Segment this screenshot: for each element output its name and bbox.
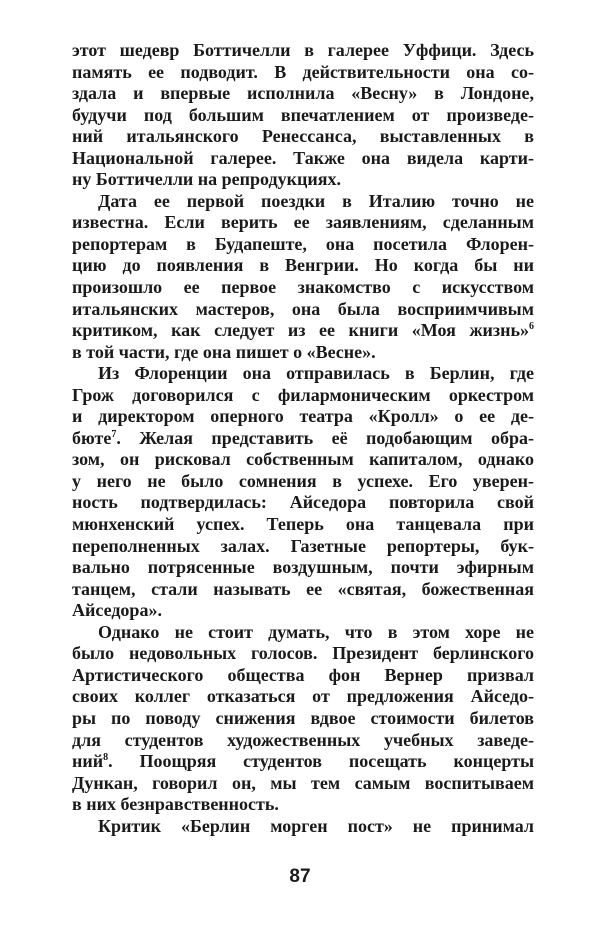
text-line	[72, 794, 534, 816]
text-line-content: танцем, стали называть ее «святая, божественная	[72, 578, 534, 599]
text-line-content: Грож договорился с филармоническим оркестром	[72, 384, 534, 405]
text-line-content: здала и впервые исполнила «Весну» в Лондоне,	[72, 83, 534, 104]
text-line-content: мюнхенский успех. Теперь она танцевала при	[72, 514, 534, 535]
text-line-content: было недовольных голосов. Президент берлинского	[72, 643, 534, 664]
text-line-content: ний	[72, 751, 104, 772]
text-line-content: известна. Если верить ее заявлениям, сделанным	[72, 212, 534, 233]
text-line-content: итальянских мастеров, она была восприимчивым	[72, 298, 534, 319]
text-line-content: бюте	[72, 427, 112, 448]
text-line	[72, 730, 534, 752]
text-line	[72, 536, 534, 558]
text-line-content: Национальной галерее. Также она видела карти-	[72, 147, 534, 168]
text-line	[72, 191, 534, 213]
text-line-content: переполненных залах. Газетные репортеры, бук-	[72, 535, 534, 556]
page-body-text	[72, 40, 534, 837]
text-line	[72, 406, 534, 428]
footnote-ref: 6	[529, 321, 534, 333]
text-line	[72, 557, 534, 579]
footnote-ref: 8	[103, 752, 109, 764]
text-line-content: и директором оперного театра «Кролл» о ее де-	[72, 406, 534, 427]
text-line	[72, 428, 534, 450]
text-line	[72, 600, 534, 622]
text-line-content: цию до появления в Венгрии. Но когда бы ни	[72, 255, 534, 276]
footnote-ref: 7	[111, 428, 117, 440]
text-line	[72, 299, 534, 321]
text-line-content: критиком, как следует из ее книги «Моя жизнь»	[72, 320, 529, 341]
text-line-content: своих коллег отказаться от предложения Айседо-	[72, 686, 534, 707]
text-line	[72, 126, 534, 148]
text-line	[72, 62, 534, 84]
text-line	[72, 751, 534, 773]
text-line-content: память ее подводит. В действительности она со-	[72, 61, 534, 82]
text-line	[72, 363, 534, 385]
text-line-content: в них безнравственность.	[72, 794, 279, 815]
text-line	[72, 579, 534, 601]
text-line	[72, 816, 534, 838]
text-line-content: Дата ее первой поездки в Италию точно не	[98, 190, 534, 211]
text-line-content: репортерам в Будапеште, она посетила Флорен-	[72, 233, 534, 254]
text-line	[72, 643, 534, 665]
text-line-content: ну Боттичелли на репродукциях.	[72, 169, 341, 190]
text-line	[72, 342, 534, 364]
text-line	[72, 449, 534, 471]
text-line-content: ний итальянского Ренессанса, выставленных в	[72, 126, 534, 147]
text-line	[72, 622, 534, 644]
text-line	[72, 471, 534, 493]
text-line-content: зом, он рисковал собственным капиталом, однако	[72, 449, 534, 470]
text-line-content: . Поощряя студентов посещать концерты	[108, 751, 534, 772]
text-line	[72, 148, 534, 170]
text-line-content: для студентов художественных учебных заведе-	[72, 729, 534, 750]
text-line-content: Айседора».	[72, 600, 162, 621]
text-line-content: . Желая представить её подобающим обра-	[116, 427, 534, 448]
text-line-content: Дункан, говорил он, мы тем самым воспитываем	[72, 772, 534, 793]
text-line	[72, 234, 534, 256]
text-line	[72, 686, 534, 708]
text-line-content: будучи под большим впечатлением от произведе-	[72, 104, 534, 125]
text-line-content: ры по поводу снижения вдвое стоимости билетов	[72, 707, 534, 728]
text-line	[72, 83, 534, 105]
text-line	[72, 105, 534, 127]
text-line-content: Однако не стоит думать, что в этом хоре не	[98, 621, 534, 642]
text-line	[72, 385, 534, 407]
text-line	[72, 492, 534, 514]
text-line	[72, 277, 534, 299]
text-line	[72, 514, 534, 536]
text-line-content: Артистического общества фон Вернер призвал	[72, 664, 534, 685]
text-line	[72, 255, 534, 277]
text-line-content: в той части, где она пишет о «Весне».	[72, 341, 376, 362]
text-line-content: Из Флоренции она отправилась в Берлин, где	[98, 363, 534, 384]
text-line-content: этот шедевр Боттичелли в галерее Уффици. Здесь	[72, 40, 534, 60]
text-line-content: у него не было сомнения в успехе. Его уверен-	[72, 470, 534, 491]
text-line	[72, 773, 534, 795]
text-line-content: ность подтвердилась: Айседора повторила свой	[72, 492, 534, 513]
text-line-content: произошло ее первое знакомство с искусством	[72, 277, 534, 298]
text-line	[72, 665, 534, 687]
text-line	[72, 212, 534, 234]
text-line	[72, 708, 534, 730]
text-line	[72, 169, 534, 191]
page-number: 87	[289, 866, 311, 887]
text-line-content: вально потрясенные воздушным, почти эфирным	[72, 557, 534, 578]
text-line-content: Критик «Берлин морген пост» не принимал	[98, 815, 534, 836]
text-line	[72, 320, 534, 342]
text-line	[72, 40, 534, 62]
